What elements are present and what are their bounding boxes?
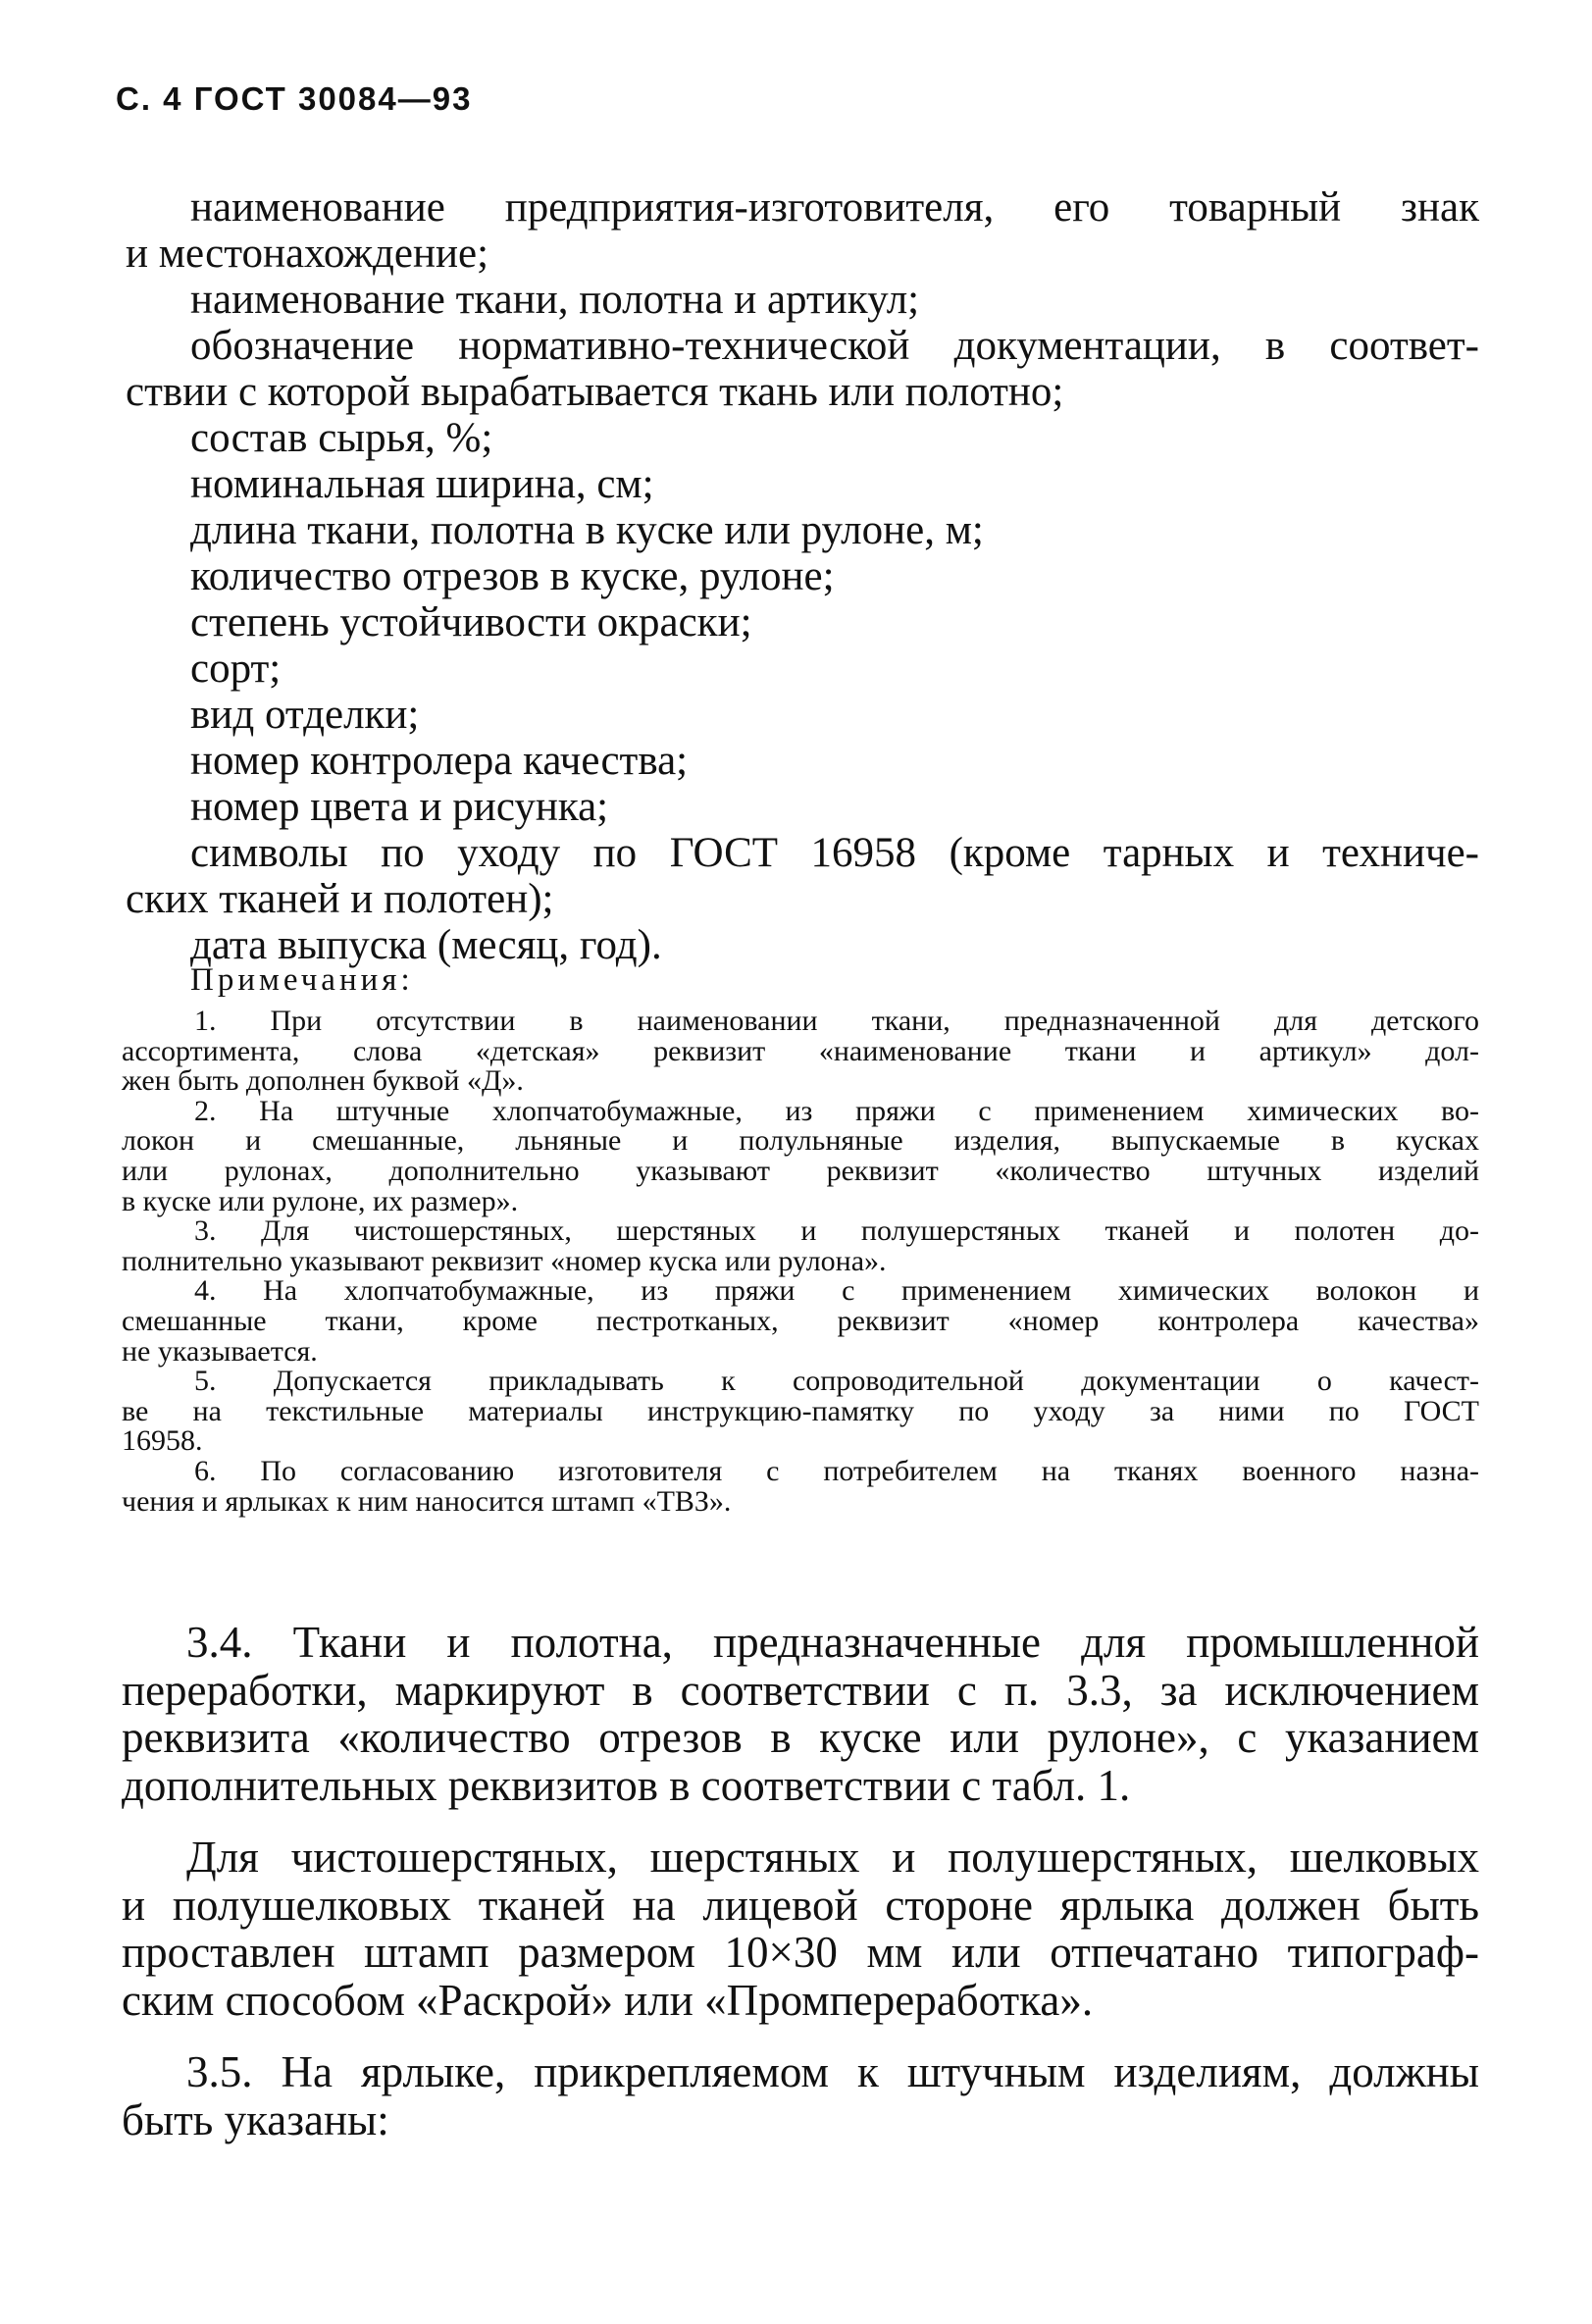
- list-line: номинальная ширина, см;: [190, 461, 654, 507]
- note-line: ве на текстильные материалы инструкцию-памятку по уходу за ними по ГОСТ: [122, 1394, 1479, 1427]
- list-line: состав сырья, %;: [190, 415, 493, 461]
- page-header: С. 4 ГОСТ 30084—93: [116, 80, 473, 117]
- note-line: ассортимента, слова «детская» реквизит «наименование ткани и артикул» дол-: [122, 1034, 1479, 1067]
- list-line: обозначение нормативно-технической документации, в соответ-: [190, 323, 1479, 369]
- note-line: чения и ярлыках к ним наносится штамп «ТВЗ».: [122, 1484, 732, 1518]
- paragraph-line: 3.5. На ярлыке, прикрепляемом к штучным изделиям, должны: [186, 2047, 1479, 2096]
- sections-body: [122, 1619, 1479, 2143]
- list-line: ствии с которой вырабатывается ткань или полотно;: [126, 369, 1064, 415]
- list-line: количество отрезов в куске, рулоне;: [190, 553, 835, 599]
- list-line: ских тканей и полотен);: [126, 876, 554, 922]
- paragraph-line: ским способом «Раскрой» или «Промпереработка».: [122, 1975, 1094, 2025]
- note-line: 4. На хлопчатобумажные, из пряжи с применением химических волокон и: [194, 1274, 1479, 1308]
- list-line: длина ткани, полотна в куске или рулоне, м;: [190, 507, 984, 553]
- note-line: смешанные ткани, кроме пестротканых, реквизит «номер контролера качества»: [122, 1304, 1479, 1337]
- paragraph-line: дополнительных реквизитов в соответствии с табл. 1.: [122, 1760, 1131, 1810]
- paragraph-3-4-stamp: [122, 1833, 1479, 2024]
- note-line: жен быть дополнен буквой «Д».: [122, 1064, 524, 1098]
- requisites-list: [126, 184, 1479, 968]
- note-line: в куске или рулоне, их размер».: [122, 1184, 519, 1217]
- notes-body: [122, 1007, 1479, 1517]
- list-line: номер контролера качества;: [190, 738, 689, 784]
- note-line: не указывается.: [122, 1334, 318, 1368]
- note-line: 3. Для чистошерстяных, шерстяных и полушерстяных тканей и полотен до-: [194, 1214, 1479, 1248]
- list-line: и местонахождение;: [126, 231, 489, 277]
- paragraph-line: быть указаны:: [122, 2094, 389, 2144]
- note-line: 6. По согласованию изготовителя с потребителем на тканях военного назна-: [194, 1454, 1479, 1487]
- paragraph-line: Для чистошерстяных, шерстяных и полушерстяных, шелковых: [186, 1833, 1479, 1882]
- list-line: вид отделки;: [190, 692, 420, 738]
- list-line: наименование предприятия-изготовителя, его товарный знак: [190, 184, 1479, 231]
- note-line: 5. Допускается прикладывать к сопроводительной документации о качест-: [194, 1365, 1479, 1398]
- list-line: символы по уходу по ГОСТ 16958 (кроме тарных и техниче-: [190, 830, 1479, 876]
- list-line: степень устойчивости окраски;: [190, 599, 752, 646]
- paragraph-line: 3.4. Ткани и полотна, предназначенные для промышленной: [186, 1618, 1479, 1667]
- note-line: 2. На штучные хлопчатобумажные, из пряжи с применением химических во-: [194, 1094, 1479, 1127]
- paragraph-line: проставлен штамп размером 10×30 мм или отпечатано типограф-: [122, 1928, 1479, 1977]
- paragraph-3-5: [122, 2048, 1479, 2143]
- list-line: сорт;: [190, 646, 282, 692]
- paragraph-line: реквизита «количество отрезов в куске или рулоне», с указанием: [122, 1713, 1479, 1762]
- paragraph-3-4: [122, 1619, 1479, 1809]
- notes-title: Примечания:: [190, 962, 414, 998]
- note-line: локон и смешанные, льняные и полульняные изделия, выпускаемые в кусках: [122, 1124, 1479, 1158]
- note-line: или рулонах, дополнительно указывают реквизит «количество штучных изделий: [122, 1154, 1479, 1187]
- list-line: наименование ткани, полотна и артикул;: [190, 277, 920, 323]
- note-line: полнительно указывают реквизит «номер куска или рулона».: [122, 1244, 887, 1277]
- list-line: дата выпуска (месяц, год).: [190, 922, 662, 968]
- paragraph-line: переработки, маркируют в соответствии с п. 3.3, за исключением: [122, 1665, 1479, 1715]
- paragraph-line: и полушелковых тканей на лицевой стороне ярлыка должен быть: [122, 1880, 1479, 1930]
- note-line: 1. При отсутствии в наименовании ткани, предназначенной для детского: [194, 1005, 1479, 1037]
- notes-block: [122, 961, 1479, 1517]
- note-line: 16958.: [122, 1424, 203, 1458]
- list-line: номер цвета и рисунка;: [190, 784, 609, 830]
